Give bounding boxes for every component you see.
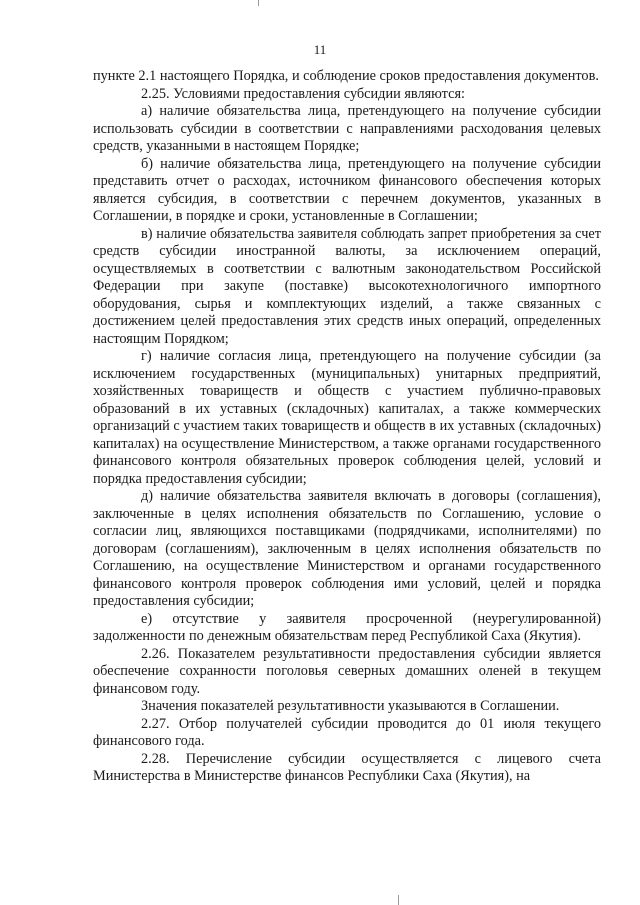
paragraph-2-26-values: Значения показателей результативности указываются в Соглашении. xyxy=(141,698,560,714)
scan-edge-mark-bottom xyxy=(398,895,399,905)
document-body xyxy=(93,68,601,786)
paragraph-2-25-item-d: д) наличие обязательства заявителя включать в договоры (соглашения), заключенные в целях исполнения обязательств по Соглашению, условие о согласии лиц, являющихся поставщиками (подрядчиками, исполнителями) по договорам (соглашениям), заключенным в целях исполнения обязательств по Соглашению, на осуществление Министерством и органами государственного финансового контроля проверок соблюдения ими условий, целей и порядка предоставления субсидии; xyxy=(93,488,601,609)
paragraph-2-25-item-g: г) наличие согласия лица, претендующего на получение субсидии (за исключением государственных (муниципальных) унитарных предприятий, хозяйственных товариществ и обществ с участием публично-правовых образований в их уставных (складочных) капиталах, а также коммерческих организаций с участием таких товариществ и обществ в их уставных (складочных) капиталах) на осуществление Министерством, а также органами государственного финансового контроля обязательных проверок соблюдения целей, условий и порядка предоставления субсидии; xyxy=(93,348,601,487)
paragraph-continuation: пункте 2.1 настоящего Порядка, и соблюдение сроков предоставления документов. xyxy=(93,68,599,84)
paragraph-2-25-item-a: а) наличие обязательства лица, претендующего на получение субсидии использовать субсидии в соответствии с направлениями расходования целевых средств, указанными в настоящем Порядке; xyxy=(93,103,601,154)
page-number: 11 xyxy=(313,42,327,57)
paragraph-2-25-item-b: б) наличие обязательства лица, претендующего на получение субсидии представить отчет о расходах, источником финансового обеспечения которых является субсидия, в соответствии с перечнем документов, указанных в Соглашении, в порядке и сроки, установленные в Соглашении; xyxy=(93,155,601,224)
scan-edge-mark-top xyxy=(258,0,259,6)
paragraph-2-26: 2.26. Показателем результативности предоставления субсидии является обеспечение сохранности поголовья северных домашних оленей в текущем финансовом году. xyxy=(93,645,601,697)
paragraph-2-25-item-e: е) отсутствие у заявителя просроченной (неурегулированной) задолженности по денежным обязательствам перед Республикой Саха (Якутия). xyxy=(93,610,601,644)
paragraph-2-28: 2.28. Перечисление субсидии осуществляется с лицевого счета Министерства в Министерстве финансов Республики Саха (Якутия), на xyxy=(93,750,601,784)
paragraph-2-25-item-v: в) наличие обязательства заявителя соблюдать запрет приобретения за счет средств субсидии иностранной валюты, за исключением операций, осуществляемых в соответствии с валютным законодательством Российской Федерации при закупе (поставке) высокотехнологичного импортного оборудования, сырья и комплектующих изделий, а также связанных с достижением целей предоставления этих средств иных операций, определенных настоящим Порядком; xyxy=(93,225,601,347)
paragraph-2-25-heading: 2.25. Условиями предоставления субсидии являются: xyxy=(141,85,465,102)
paragraph-2-27: 2.27. Отбор получателей субсидии проводится до 01 июля текущего финансового года. xyxy=(93,715,601,749)
